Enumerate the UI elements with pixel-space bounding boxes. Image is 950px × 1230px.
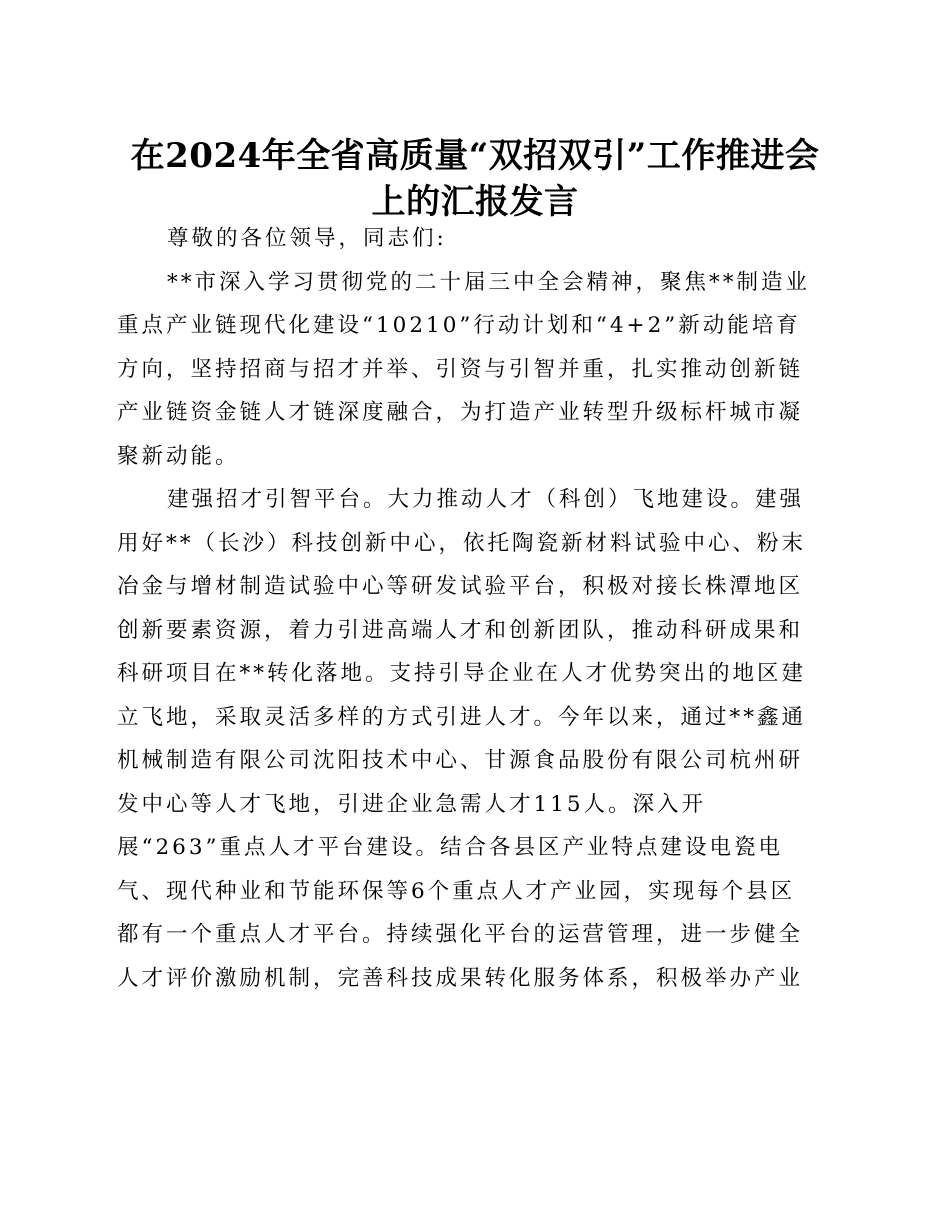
paragraph-2-line-4: 创新要素资源，着力引进高端人才和创新团队，推动科研成果和 — [117, 617, 804, 643]
document-title — [100, 133, 850, 225]
paragraph-2-line-5: 科研项目在**转化落地。支持引导企业在人才优势突出的地区建 — [117, 661, 807, 686]
document-body — [117, 217, 817, 1000]
salutation: 尊敬的各位领导，同志们: — [167, 226, 447, 251]
paragraph-2-line-12: 人才评价激励机制，完善科技成果转化服务体系，积极举办产业 — [117, 965, 804, 991]
paragraph-1-line-1: **市深入学习贯彻党的二十届三中全会精神，聚焦**制造业 — [167, 269, 811, 295]
title-line-1: 在2024年全省高质量“双招双引”工作推进会 — [130, 136, 820, 176]
paragraph-2-line-1: 建强招才引智平台。大力推动人才（科创）飞地建设。建强 — [167, 487, 805, 512]
paragraph-2-line-7: 机械制造有限公司沈阳技术中心、甘源食品股份有限公司杭州研 — [117, 748, 804, 773]
paragraph-2-line-3: 冶金与增材制造试验中心等研发试验平台，积极对接长株潭地区 — [117, 574, 804, 599]
paragraph-1-line-4: 产业链资金链人才链深度融合，为打造产业转型升级标杆城市凝 — [117, 400, 804, 425]
paragraph-2-line-8: 发中心等人才飞地，引进企业急需人才115人。深入开 — [117, 791, 707, 817]
paragraph-2-line-6: 立飞地，采取灵活多样的方式引进人才。今年以来，通过**鑫通 — [117, 704, 807, 730]
paragraph-1-line-2: 重点产业链现代化建设“10210”行动计划和“4+2”新动能培育 — [117, 313, 801, 338]
paragraph-1-line-5: 聚新动能。 — [117, 443, 240, 469]
title-line-2: 上的汇报发言 — [371, 182, 579, 222]
paragraph-2-line-9: 展“263”重点人才平台建设。结合各县区产业特点建设电瓷电 — [117, 835, 784, 860]
paragraph-1-line-3: 方向，坚持招商与招才并举、引资与引智并重，扎实推动创新链 — [117, 356, 804, 382]
paragraph-2-line-10: 气、现代种业和节能环保等6个重点人才产业园，实现每个县区 — [117, 878, 796, 904]
paragraph-2-line-2: 用好**（长沙）科技创新中心，依托陶瓷新材料试验中心、粉末 — [117, 530, 807, 556]
paragraph-2-line-11: 都有一个重点人才平台。持续强化平台的运营管理，进一步健全 — [117, 922, 804, 947]
